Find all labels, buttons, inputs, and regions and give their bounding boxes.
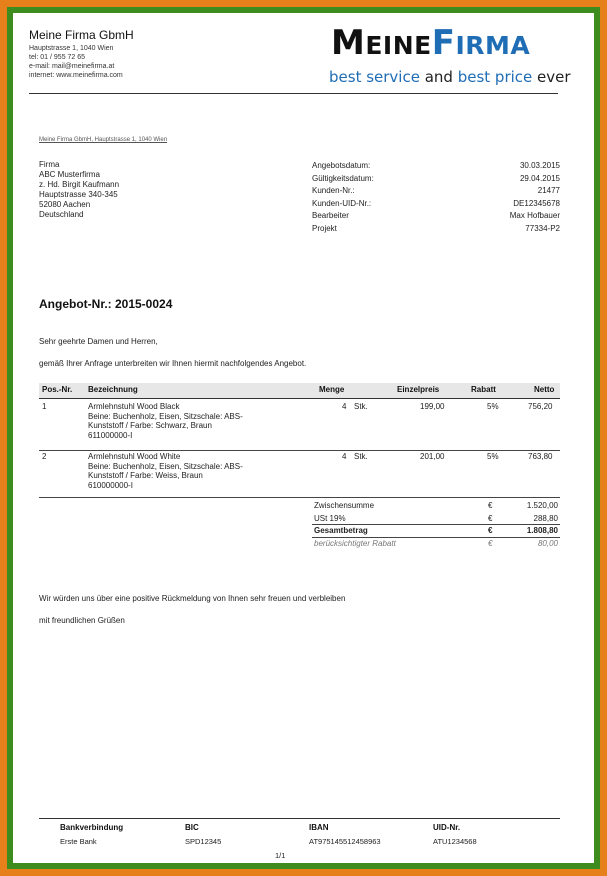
meta-label: Kunden-Nr.:: [312, 186, 355, 196]
totals-label: berücksichtigter Rabatt: [314, 538, 396, 548]
meta-row: [312, 173, 560, 186]
totals-label: Gesamtbetrag: [314, 526, 368, 535]
recipient-address: [39, 160, 119, 220]
header-description: Bezeichnung: [88, 385, 138, 394]
header-divider: [29, 93, 558, 94]
tagline-part: and: [419, 68, 458, 86]
meta-label: Gültigkeitsdatum:: [312, 173, 374, 183]
logo-letter: F: [431, 23, 456, 63]
totals-currency: €: [488, 513, 493, 523]
totals-divider: [312, 537, 560, 538]
totals-divider: [312, 524, 560, 525]
recipient-line: Firma: [39, 160, 60, 169]
totals-row-discount: [312, 538, 560, 551]
recipient-line: Hauptstrasse 340-345: [39, 190, 118, 199]
recipient-line: z. Hd. Birgit Kaufmann: [39, 180, 120, 189]
salutation: Sehr geehrte Damen und Herren,: [39, 337, 158, 346]
closing-text: Wir würden uns über eine positive Rückmeldung von Ihnen sehr freuen und verbleiben: [39, 594, 346, 603]
footer-bic-value: SPD12345: [185, 837, 222, 846]
sender-address-block: [29, 44, 123, 80]
totals-row-grand: [312, 525, 560, 538]
totals-value: 80,00: [537, 538, 558, 548]
meta-row: [312, 223, 560, 236]
header-discount: Rabatt: [471, 385, 496, 394]
description-line: 610000000-I: [88, 480, 133, 490]
logo-text: EINE: [365, 31, 432, 60]
tagline-part: best price: [457, 68, 533, 86]
totals-label: Zwischensumme: [314, 501, 375, 510]
row-pos: 2: [42, 452, 47, 461]
description-line: Beine: Buchenholz, Eisen, Sitzschale: ABS-: [88, 461, 243, 471]
offer-title: Angebot-Nr.: 2015-0024: [39, 297, 173, 311]
row-discount: 5%: [487, 402, 499, 411]
meta-label: Angebotsdatum:: [312, 161, 371, 170]
footer-uid-label: UID-Nr.: [433, 823, 461, 832]
meta-value: 29.04.2015: [519, 173, 560, 183]
totals-row: [312, 500, 560, 513]
row-quantity: 4: [342, 402, 347, 411]
tagline-part: ever: [532, 68, 571, 86]
table-row: [39, 402, 560, 452]
row-quantity: 4: [342, 452, 347, 461]
totals-currency: €: [488, 538, 493, 548]
totals-value: 1.520,00: [526, 501, 558, 510]
meta-value: 77334-P2: [525, 223, 560, 233]
sender-address-line: Hauptstrasse 1, 1040 Wien: [29, 45, 114, 52]
totals-label: USt 19%: [314, 513, 346, 523]
items-table-header: [39, 383, 560, 399]
footer-bank-label: Bankverbindung: [60, 823, 124, 832]
recipient-line: Deutschland: [39, 210, 84, 219]
row-unit-price: 201,00: [420, 452, 445, 461]
table-bottom-divider: [39, 497, 560, 498]
meta-value: Max Hofbauer: [509, 211, 560, 221]
meta-value: DE12345678: [513, 198, 560, 208]
sender-email: e-mail: mail@meinefirma.at: [29, 63, 115, 70]
row-discount: 5%: [487, 452, 499, 461]
logo-text: IRMA: [455, 31, 531, 60]
page-number: 1/1: [275, 851, 286, 860]
row-description: [88, 402, 243, 440]
row-net: 756,20: [528, 402, 553, 411]
sender-phone: tel: 01 / 955 72 65: [29, 54, 86, 61]
row-description: [88, 452, 243, 490]
footer-divider: [39, 818, 560, 819]
offer-meta: [312, 160, 560, 236]
sender-website: internet: www.meinefirma.com: [29, 72, 123, 79]
description-line: Armlehnstuhl Wood White: [88, 452, 181, 461]
row-unit: Stk.: [354, 452, 368, 461]
meta-value: 30.03.2015: [519, 161, 560, 170]
footer-bic-label: BIC: [185, 823, 199, 832]
footer-iban-value: AT975145512458963: [309, 837, 381, 846]
totals-value: 288,80: [533, 513, 558, 523]
meta-label: Projekt: [312, 223, 337, 233]
row-net: 763,80: [528, 452, 553, 461]
description-line: Beine: Buchenholz, Eisen, Sitzschale: ABS-: [88, 411, 243, 421]
description-line: 611000000-I: [88, 430, 133, 440]
totals-currency: €: [488, 501, 493, 510]
header-net: Netto: [534, 385, 555, 394]
recipient-line: ABC Musterfirma: [39, 170, 100, 179]
row-unit: Stk.: [354, 402, 368, 411]
sender-company-name: Meine Firma GbmH: [29, 28, 134, 42]
company-logo: [331, 23, 530, 63]
description-line: Armlehnstuhl Wood Black: [88, 402, 180, 411]
tagline-part: best service: [329, 68, 420, 86]
row-pos: 1: [42, 402, 47, 411]
footer-iban-label: IBAN: [309, 823, 329, 832]
meta-value: 21477: [537, 186, 560, 196]
intro-text: gemäß Ihrer Anfrage unterbreiten wir Ihnen hiermit nachfolgendes Angebot.: [39, 359, 307, 368]
meta-label: Kunden-UID-Nr.:: [312, 198, 372, 208]
return-address: Meine Firma GbmH, Hauptstrasse 1, 1040 Wien: [39, 137, 168, 143]
logo-letter: M: [331, 23, 366, 63]
logo-tagline: [329, 68, 571, 86]
row-unit-price: 199,00: [420, 402, 445, 411]
description-line: Kunststoff / Farbe: Weiss, Braun: [88, 471, 203, 480]
document-page: [7, 7, 600, 869]
description-line: Kunststoff / Farbe: Schwarz, Braun: [88, 421, 212, 430]
header-quantity: Menge: [319, 385, 345, 394]
meta-row: [312, 185, 560, 198]
table-row: [39, 452, 560, 502]
footer-bank-value: Erste Bank: [60, 837, 97, 846]
recipient-line: 52080 Aachen: [39, 200, 91, 209]
regards-text: mit freundlichen Grüßen: [39, 616, 125, 625]
header-pos: Pos.-Nr.: [42, 385, 73, 394]
row-divider: [39, 450, 560, 451]
meta-label: Bearbeiter: [312, 211, 349, 221]
meta-row: [312, 160, 560, 173]
totals-block: [312, 500, 560, 550]
header-unit-price: Einzelpreis: [397, 385, 440, 394]
meta-row: [312, 210, 560, 223]
footer-uid-value: ATU1234568: [433, 837, 477, 846]
totals-currency: €: [488, 526, 493, 535]
meta-row: [312, 198, 560, 211]
totals-value: 1.808,80: [526, 526, 558, 535]
